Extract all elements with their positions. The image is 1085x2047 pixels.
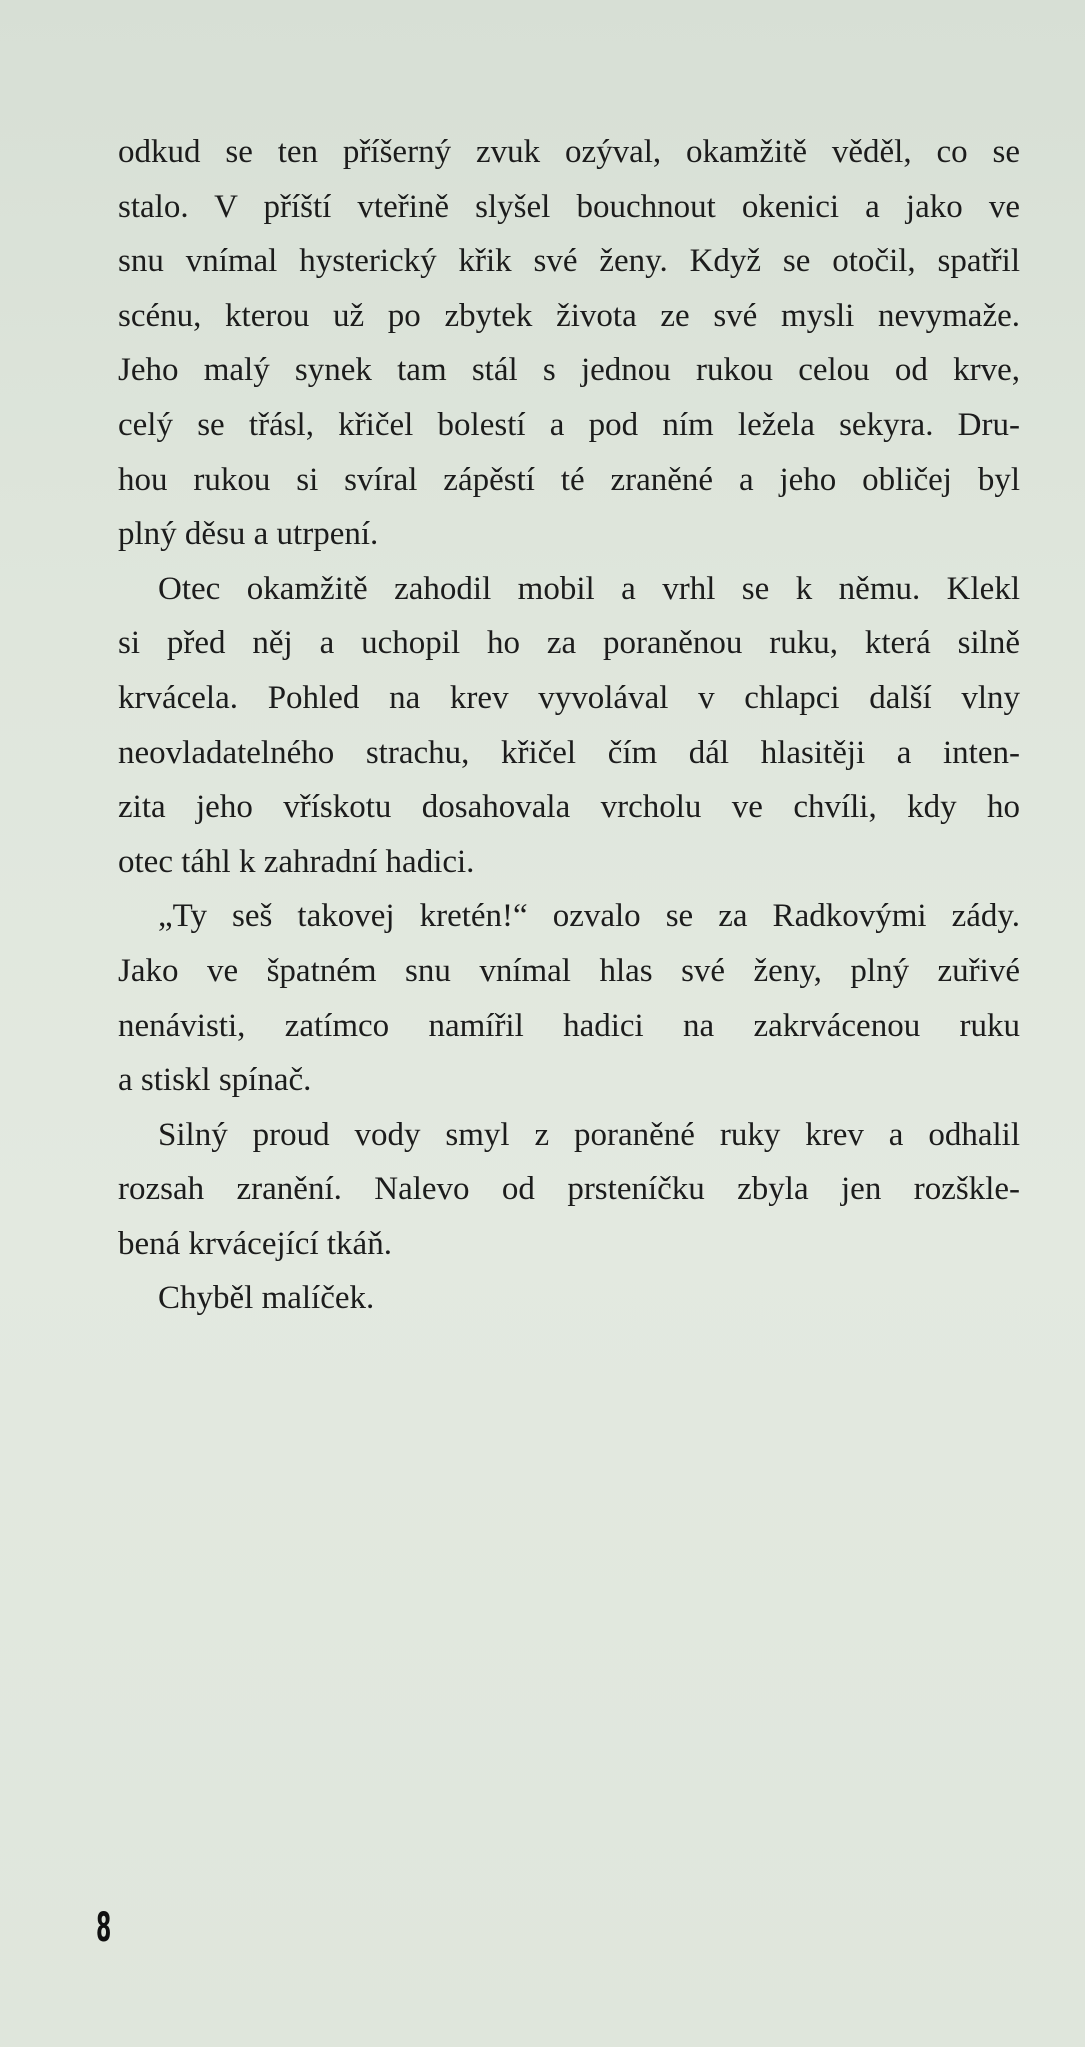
text-line: nenávisti, zatímco namířil hadici na zakrvácenou ruku	[118, 1007, 1020, 1044]
text-line: hou rukou si svíral zápěstí té zraněné a jeho obličej byl	[118, 461, 1020, 498]
text-line: odkud se ten příšerný zvuk ozýval, okamžitě věděl, co se	[118, 134, 1020, 170]
text-line: celý se třásl, křičel bolestí a pod ním ležela sekyra. Dru-	[118, 406, 1020, 443]
text-line: scénu, kterou už po zbytek života ze své mysli nevymaže.	[118, 297, 1020, 334]
text-line: rozsah zranění. Nalevo od prsteníčku zbyla jen rozškle-	[118, 1171, 1020, 1208]
text-line: Silný proud vody smyl z poraněné ruky krev a odhalil	[158, 1116, 1020, 1153]
text-line: stalo. V příští vteřině slyšel bouchnout okenici a jako ve	[118, 188, 1020, 225]
text-line: snu vnímal hysterický křik své ženy. Když se otočil, spatřil	[118, 243, 1020, 280]
text-line: a stiskl spínač.	[118, 1062, 312, 1099]
text-line: otec táhl k zahradní hadici.	[118, 843, 475, 880]
text-line: zita jeho vřískotu dosahovala vrcholu ve chvíli, kdy ho	[118, 789, 1020, 826]
text-line: neovladatelného strachu, křičel čím dál hlasitěji a inten-	[118, 734, 1020, 771]
text-line: Jako ve špatném snu vnímal hlas své ženy, plný zuřivé	[118, 952, 1020, 989]
body-text	[118, 125, 1020, 1326]
text-line: Jeho malý synek tam stál s jednou rukou celou od krve,	[118, 352, 1020, 389]
text-line: plný děsu a utrpení.	[118, 516, 379, 553]
text-line: Chyběl malíček.	[158, 1280, 375, 1317]
text-line: si před něj a uchopil ho za poraněnou ruku, která silně	[118, 625, 1020, 662]
text-line: krvácela. Pohled na krev vyvolával v chlapci další vlny	[118, 679, 1020, 716]
text-line: „Ty seš takovej kretén!“ ozvalo se za Radkovými zády.	[158, 898, 1020, 935]
text-line: bená krvácející tkáň.	[118, 1225, 392, 1262]
page-number: 8	[96, 1905, 112, 1951]
text-line: Otec okamžitě zahodil mobil a vrhl se k němu. Klekl	[158, 570, 1020, 607]
